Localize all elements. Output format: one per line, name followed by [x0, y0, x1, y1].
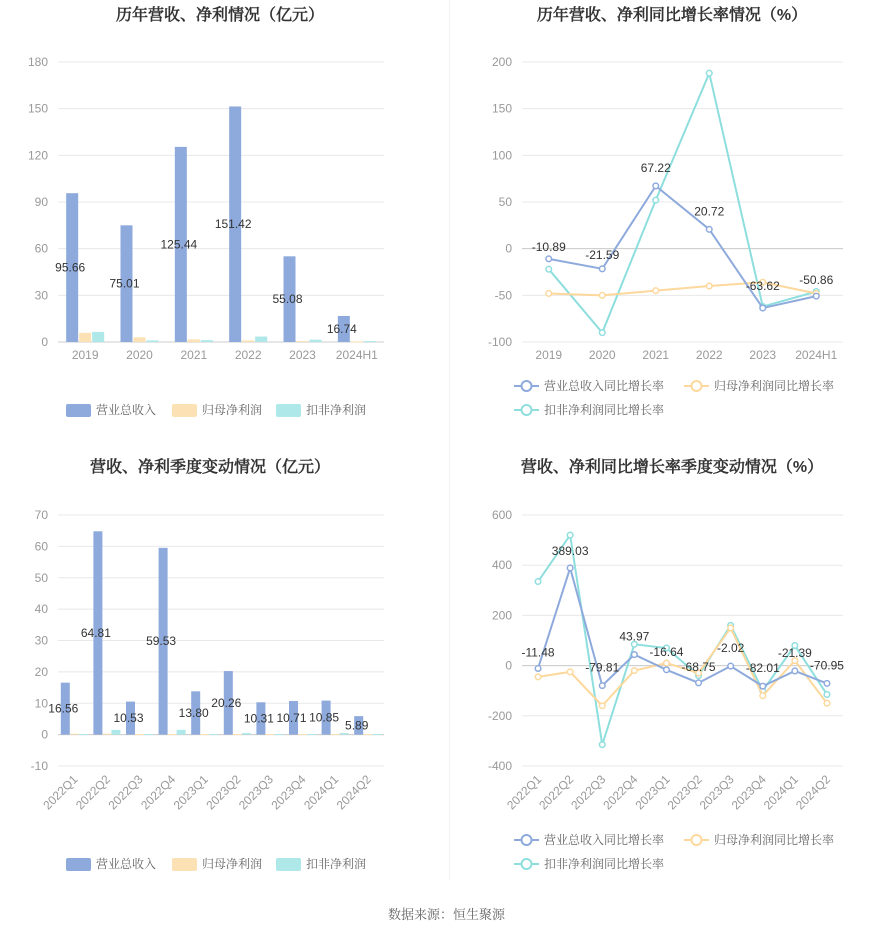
x-tick-label: 2023Q1	[170, 772, 211, 813]
data-label: -21.59	[585, 247, 620, 262]
bar	[265, 734, 274, 735]
legend-label: 扣非净利润	[306, 857, 367, 871]
data-label: -82.01	[745, 661, 780, 676]
y-tick-label: -100	[487, 335, 512, 349]
legend-label: 扣非净利润	[306, 403, 367, 417]
line-point	[599, 742, 605, 748]
y-tick-label: -200	[487, 708, 512, 723]
x-tick-label: 2023	[749, 348, 777, 362]
legend-label: 归母净利润同比增长率	[714, 833, 835, 847]
line-point	[760, 683, 766, 689]
data-label: 75.01	[109, 276, 140, 291]
data-label: -16.64	[649, 644, 684, 659]
x-tick-label: 2024H1	[795, 348, 838, 362]
annual-revenue-profit-chart	[0, 0, 449, 430]
x-tick-label: 2020	[588, 348, 616, 362]
bar	[274, 734, 283, 735]
bar	[297, 341, 309, 342]
line-point	[792, 668, 798, 674]
y-tick-label: 0	[41, 335, 48, 349]
bar	[209, 734, 218, 735]
y-tick-label: 0	[505, 658, 512, 673]
bar	[307, 734, 316, 735]
x-tick-label: 2022Q2	[72, 772, 114, 813]
legend-marker	[522, 381, 532, 391]
y-tick-label: 120	[27, 148, 48, 163]
line-point	[824, 692, 830, 698]
annual-growth-rate-svg	[450, 0, 893, 430]
y-tick-label: 150	[491, 101, 512, 116]
annual-revenue-profit-svg	[0, 0, 449, 430]
line-point	[599, 266, 605, 272]
y-tick-label: 30	[34, 288, 48, 303]
y-tick-label: 10	[34, 696, 48, 711]
line-point	[599, 293, 605, 299]
line-point	[567, 669, 573, 675]
line-point	[535, 579, 541, 585]
data-label: 125.44	[160, 237, 198, 252]
line-point	[653, 183, 659, 189]
legend-marker	[692, 381, 702, 391]
bar	[134, 337, 146, 342]
y-tick-label: 50	[34, 570, 48, 585]
data-label: 59.53	[146, 634, 177, 649]
x-tick-label: 2022Q3	[105, 772, 146, 813]
y-tick-label: 40	[34, 602, 48, 617]
x-tick-label: 2023	[289, 348, 316, 362]
y-tick-label: -10	[30, 759, 48, 773]
bar	[200, 734, 209, 735]
x-tick-label: 2024Q1	[760, 772, 801, 813]
bar	[331, 734, 340, 735]
line-point	[546, 256, 552, 262]
line-point	[664, 667, 670, 673]
series-line	[549, 73, 817, 332]
x-tick-label: 2024H1	[335, 348, 378, 362]
data-label: 67.22	[640, 160, 671, 175]
x-tick-label: 2022	[695, 348, 723, 362]
y-tick-label: -400	[487, 759, 512, 773]
bar	[298, 734, 307, 735]
data-label: -11.48	[521, 645, 555, 660]
annual-growth-rate-chart	[450, 0, 893, 430]
bar	[102, 734, 111, 735]
y-tick-label: 150	[27, 101, 48, 116]
bar	[111, 730, 120, 735]
line-point	[567, 565, 573, 571]
x-tick-label: 2020	[126, 348, 153, 362]
quarterly-growth-rate-chart	[450, 450, 893, 890]
line-point	[546, 291, 552, 297]
y-tick-label: 100	[491, 148, 512, 163]
quarterly-revenue-profit-svg	[0, 450, 449, 890]
bar	[177, 730, 186, 735]
line-point	[664, 660, 670, 666]
line-point	[653, 197, 659, 203]
bar	[310, 340, 322, 342]
quarterly-revenue-profit-chart	[0, 450, 449, 890]
chart-title: 历年营收、净利同比增长率情况（%）	[536, 7, 808, 24]
data-label: 389.03	[551, 543, 589, 558]
x-tick-label: 2023Q3	[235, 772, 277, 813]
chart-title: 营收、净利季度变动情况（亿元）	[89, 459, 331, 476]
x-tick-label: 2019	[535, 348, 563, 362]
data-label: 10.31	[243, 711, 274, 726]
x-tick-label: 2022Q2	[536, 772, 577, 813]
bar	[242, 340, 254, 342]
line-point	[599, 703, 605, 709]
bar	[201, 340, 213, 342]
x-tick-label: 2022	[234, 348, 262, 362]
legend-swatch	[66, 858, 91, 871]
legend-marker	[522, 835, 532, 845]
line-point	[599, 330, 605, 336]
bar	[242, 733, 251, 735]
bar	[144, 734, 153, 735]
x-tick-label: 2022Q3	[568, 772, 609, 813]
panel-divider	[449, 0, 450, 880]
line-point	[696, 680, 702, 686]
bar	[188, 339, 200, 342]
legend-label: 营业总收入同比增长率	[544, 833, 665, 847]
y-tick-label: 180	[27, 55, 48, 69]
data-label: -21.39	[777, 645, 812, 660]
data-label: 64.81	[80, 625, 111, 640]
y-tick-label: 0	[41, 727, 48, 742]
y-tick-label: 60	[34, 539, 48, 554]
y-tick-label: 50	[498, 195, 512, 209]
y-tick-label: 600	[491, 508, 512, 522]
data-label: 16.56	[48, 701, 79, 716]
x-tick-label: 2024Q2	[333, 772, 374, 813]
x-tick-label: 2023Q1	[632, 772, 673, 813]
line-point	[706, 283, 712, 289]
legend-label: 归母净利润同比增长率	[714, 379, 835, 393]
bar	[79, 734, 88, 735]
line-point	[824, 681, 830, 687]
x-tick-label: 2022Q1	[40, 772, 81, 813]
legend-label: 扣非净利润同比增长率	[544, 403, 665, 417]
line-point	[813, 293, 819, 299]
line-point	[728, 663, 734, 669]
quarterly-growth-rate-svg	[450, 450, 893, 890]
x-tick-label: 2023Q2	[203, 772, 244, 813]
bar	[233, 734, 242, 735]
legend-label: 扣非净利润同比增长率	[544, 857, 665, 871]
data-label: 20.26	[211, 695, 242, 710]
x-tick-label: 2023Q4	[728, 772, 769, 813]
data-label: -2.02	[716, 641, 745, 656]
legend-label: 营业总收入	[96, 857, 157, 871]
bar	[79, 333, 91, 342]
line-point	[653, 288, 659, 294]
x-tick-label: 2024Q1	[301, 772, 342, 813]
line-point	[706, 227, 712, 233]
bar	[135, 734, 144, 735]
line-point	[546, 266, 552, 272]
data-label: 16.74	[326, 321, 357, 336]
x-tick-label: 2021	[642, 348, 670, 362]
legend-swatch	[276, 858, 301, 871]
y-tick-label: 20	[34, 664, 48, 679]
line-point	[567, 532, 573, 538]
y-tick-label: 30	[34, 633, 48, 648]
y-tick-label: 70	[34, 508, 48, 522]
x-tick-label: 2023Q2	[664, 772, 705, 813]
chart-title: 历年营收、净利情况（亿元）	[115, 7, 325, 24]
bar	[255, 337, 267, 342]
y-tick-label: 200	[491, 55, 512, 69]
x-tick-label: 2023Q3	[696, 772, 737, 813]
y-tick-label: 200	[491, 608, 512, 623]
line-point	[632, 668, 638, 674]
line-point	[535, 666, 541, 672]
data-label: 10.85	[309, 710, 340, 725]
data-label: 55.08	[272, 292, 303, 307]
y-tick-label: 400	[491, 558, 512, 573]
data-label: -50.86	[799, 273, 834, 288]
x-tick-label: 2022Q1	[504, 772, 545, 813]
legend-marker	[692, 835, 702, 845]
line-point	[824, 700, 830, 706]
legend-marker	[522, 405, 532, 415]
legend-label: 归母净利润	[202, 403, 263, 417]
legend-swatch	[172, 404, 197, 417]
data-label: -68.75	[681, 659, 716, 674]
line-point	[632, 652, 638, 658]
chart-title: 营收、净利同比增长率季度变动情况（%）	[520, 459, 824, 476]
y-tick-label: 0	[505, 241, 512, 256]
data-label: -70.95	[809, 658, 844, 673]
line-point	[760, 305, 766, 311]
legend-label: 营业总收入同比增长率	[544, 379, 665, 393]
legend-swatch	[276, 404, 301, 417]
data-label: 151.42	[214, 217, 252, 232]
data-source: 数据来源：恒生聚源	[387, 907, 505, 922]
bar	[363, 734, 372, 735]
data-label: 10.71	[276, 710, 307, 725]
line-point	[706, 70, 712, 76]
data-label: -10.89	[531, 239, 566, 254]
series-line	[538, 535, 827, 745]
legend-swatch	[172, 858, 197, 871]
x-tick-label: 2022Q4	[600, 772, 641, 813]
bar	[351, 341, 363, 342]
bar	[340, 733, 349, 735]
bar	[70, 734, 79, 735]
data-label: 20.72	[694, 204, 725, 219]
line-point	[760, 693, 766, 699]
data-label: -79.81	[585, 660, 620, 675]
bar	[168, 734, 177, 735]
legend-label: 营业总收入	[96, 403, 157, 417]
legend-label: 归母净利润	[202, 857, 263, 871]
data-label: 10.53	[113, 711, 144, 726]
data-label: 5.89	[345, 718, 369, 733]
y-tick-label: -50	[494, 288, 512, 303]
legend-marker	[522, 859, 532, 869]
y-tick-label: 90	[34, 195, 48, 209]
data-label: 95.66	[55, 260, 86, 275]
x-tick-label: 2021	[180, 348, 208, 362]
data-label: -63.62	[745, 279, 780, 294]
x-tick-label: 2019	[71, 348, 99, 362]
bar	[372, 734, 381, 735]
line-point	[599, 683, 605, 689]
x-tick-label: 2023Q4	[268, 772, 309, 813]
x-tick-label: 2024Q2	[792, 772, 834, 813]
line-point	[728, 625, 734, 631]
y-tick-label: 60	[34, 241, 48, 256]
x-tick-label: 2022Q4	[138, 772, 179, 813]
data-label: 13.80	[178, 705, 209, 720]
data-label: 43.97	[619, 629, 650, 644]
bar	[364, 341, 376, 342]
bar	[147, 340, 159, 342]
legend-swatch	[66, 404, 91, 417]
bar	[92, 332, 104, 342]
line-point	[535, 674, 541, 680]
